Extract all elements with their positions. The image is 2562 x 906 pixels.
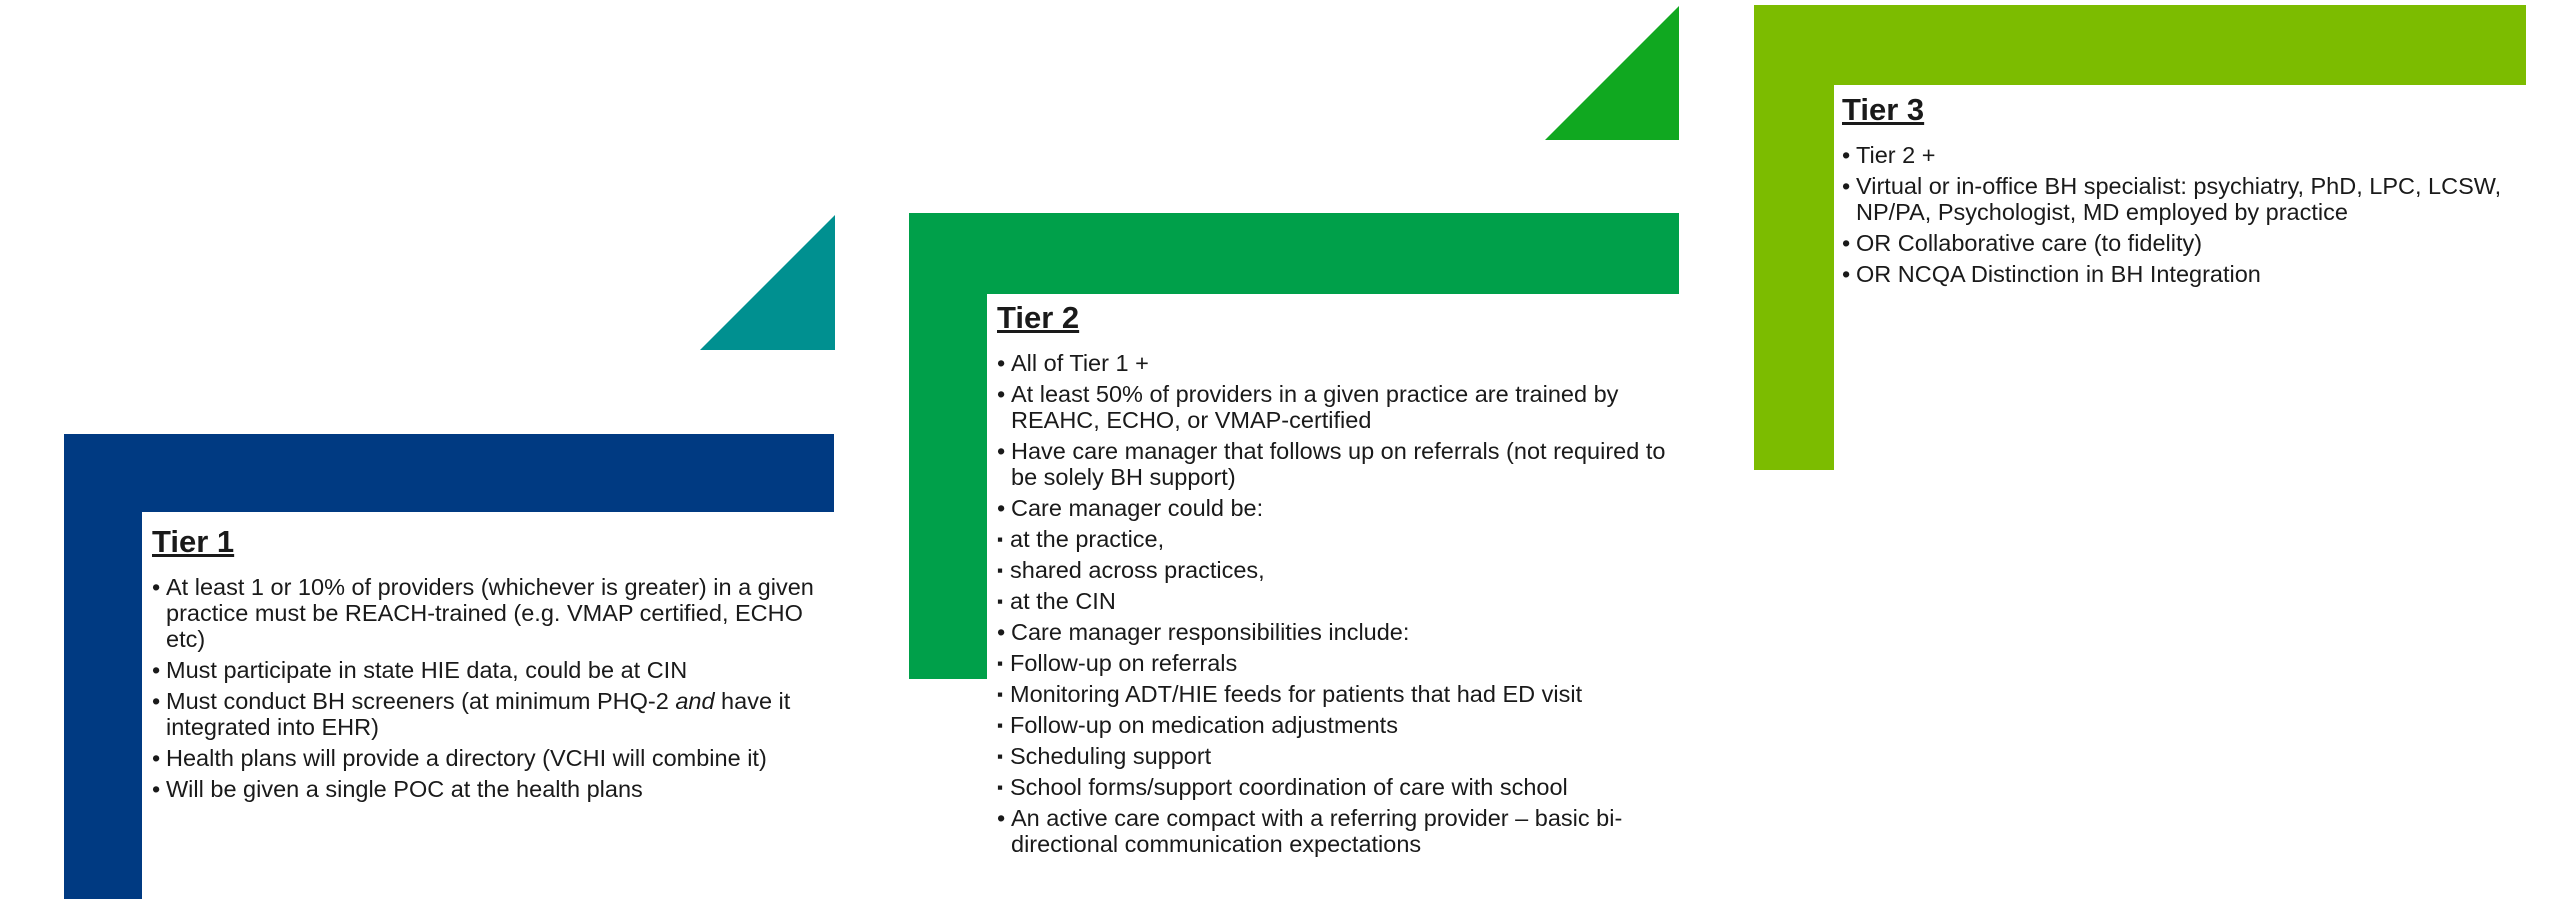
tier2-title: Tier 2 (997, 300, 1080, 335)
tier1-item: • At least 1 or 10% of providers (whichever is greater) in a given practice must be REACH-trained (e.g. VMAP certified, ECHO etc) (152, 574, 832, 652)
tier1-item: • Will be given a single POC at the health plans (152, 776, 832, 802)
tier1-bracket-side-bar (64, 434, 142, 899)
tier2-list (997, 350, 1677, 857)
tier2-bracket-top-bar (909, 213, 1679, 294)
tier1-item (152, 688, 832, 740)
tier1-item-emphasis: and (675, 688, 715, 714)
tier3-bracket-side-bar (1754, 5, 1834, 470)
tier1-item: • Health plans will provide a directory (VCHI will combine it) (152, 745, 832, 771)
tier3-bracket-top-bar (1754, 5, 2526, 85)
tier2-panel (997, 300, 1677, 862)
tier2-subitem: ▪ Scheduling support (997, 743, 1677, 769)
tier2-subitem: ▪ School forms/support coordination of care with school (997, 774, 1677, 800)
tier1-list (152, 574, 832, 802)
tier1-title: Tier 1 (152, 524, 235, 559)
tier2-item: • An active care compact with a referring provider – basic bi-directional communication expectations (997, 805, 1677, 857)
tier1-bracket-top-bar (64, 434, 834, 512)
tier3-title: Tier 3 (1842, 92, 1925, 127)
tier3-panel (1842, 92, 2522, 292)
tier1-item: • Must participate in state HIE data, could be at CIN (152, 657, 832, 683)
tier2-subitem: ▪ Follow-up on medication adjustments (997, 712, 1677, 738)
tier2-item: • Care manager responsibilities include: (997, 619, 1677, 645)
tier3-list (1842, 142, 2522, 287)
tier3-item: • Tier 2 + (1842, 142, 2522, 168)
tier1-panel (152, 524, 832, 807)
tier2-subitem: ▪ at the CIN (997, 588, 1677, 614)
tier2-subitem: ▪ Follow-up on referrals (997, 650, 1677, 676)
tier2-subitem: ▪ Monitoring ADT/HIE feeds for patients that had ED visit (997, 681, 1677, 707)
tier2-triangle-accent (1545, 6, 1679, 140)
tier3-item: • Virtual or in-office BH specialist: psychiatry, PhD, LPC, LCSW, NP/PA, Psychologist, MD employed by practice (1842, 173, 2522, 225)
tier2-item: • Have care manager that follows up on referrals (not required to be solely BH support) (997, 438, 1677, 490)
tier1-item-part: have it integrated into EHR) (166, 688, 791, 740)
tier2-item: • Care manager could be: (997, 495, 1677, 521)
tier2-item: • All of Tier 1 + (997, 350, 1677, 376)
tier2-item: • At least 50% of providers in a given practice are trained by REAHC, ECHO, or VMAP-certified (997, 381, 1677, 433)
tier1-item-part: Must conduct BH screeners (at minimum PHQ-2 (166, 688, 676, 714)
tier2-bracket-side-bar (909, 213, 987, 679)
tier2-subitem: ▪ shared across practices, (997, 557, 1677, 583)
tier3-item: • OR NCQA Distinction in BH Integration (1842, 261, 2522, 287)
tier3-item: • OR Collaborative care (to fidelity) (1842, 230, 2522, 256)
tier1-triangle-accent (700, 215, 835, 350)
tier2-subitem: ▪ at the practice, (997, 526, 1677, 552)
